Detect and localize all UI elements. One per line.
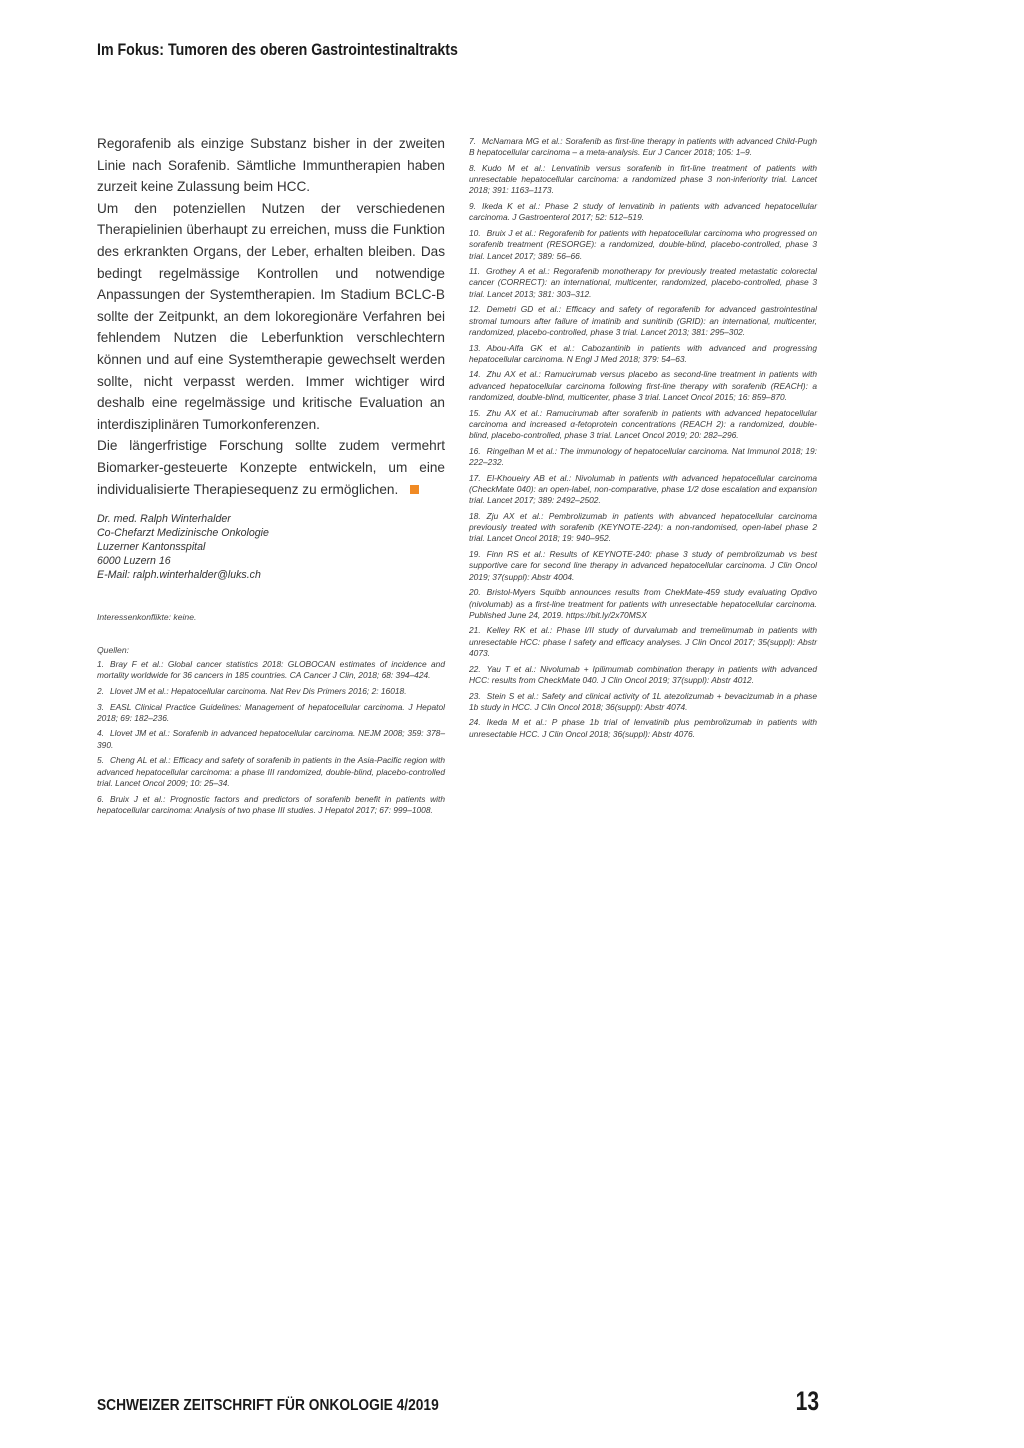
reference-item: 17. El-Khoueiry AB et al.: Nivolumab in patients with advanced hepatocellular carcinoma (CheckMate 040): an open-label, non-comparative, phase 1/2 dose escalation and expansion trial. Lancet 2017; 389: 2492–2502. xyxy=(469,472,817,506)
reference-item: 13. Abou-Alfa GK et al.: Cabozantinib in patients with advanced and progressing hepatocellular carcinoma. N Engl J Med 2018; 379: 54–63. xyxy=(469,342,817,364)
author-hospital: Luzerner Kantonsspital xyxy=(97,541,206,554)
reference-item: 4. Llovet JM et al.: Sorafenib in advanced hepatocellular carcinoma. NEJM 2008; 359: 378–390. xyxy=(97,728,445,750)
end-of-article-square-icon xyxy=(410,485,419,494)
body-paragraph-last xyxy=(97,435,445,500)
reference-item: 24. Ikeda M et al.: P phase 1b trial of lenvatinib plus pembrolizumab in patients with unresectable HCC. J Clin Oncol 2018; 36(suppl): Abstr 4076. xyxy=(469,717,817,739)
reference-item: 6. Bruix J et al.: Prognostic factors and predictors of sorafenib benefit in patients with hepatocellular carcinoma: Analysis of two phase III studies. J Hepatol 2017; 67: 999–1008. xyxy=(97,793,445,815)
conflict-of-interest: Interessenkonflikte: keine. xyxy=(97,612,197,623)
reference-list-right xyxy=(469,136,817,744)
reference-item: 22. Yau T et al.: Nivolumab + Ipilimumab combination therapy in patients with advanced HCC: results from CheckMate 040. J Clin Oncol 2019; 37(suppl): Abstr 4012. xyxy=(469,663,817,685)
body-paragraph: Regorafenib als einzige Substanz bisher in der zweiten Linie nach Sorafenib. Sämtliche Immuntherapien haben zurzeit keine Zulassung beim HCC. xyxy=(97,136,445,195)
body-paragraph: Um den potenziellen Nutzen der verschiedenen Therapielinien überhaupt zu erreichen, muss die Funktion des erkrankten Organs, der Leber, erhalten bleiben. Das bedingt regelmässige Kontrollen und notwendige Anpassungen der Systemtherapien. Im Stadium BCLC-B sollte der Zeitpunkt, an dem lokoregionäre Verfahren bei fehlendem Nutzen die Leberfunktion verschlechtern können und auf eine Systemtherapie gewechselt werden sollte, nicht verpasst werden. Immer wichtiger wird deshalb eine regelmässige und kritische Evaluation an interdisziplinären Tumorkonferenzen. xyxy=(97,200,445,432)
reference-item: 8. Kudo M et al.: Lenvatinib versus sorafenib in firt-line treatment of patients with unresectable hepatocellular carcinoma: a randomized phase 3 non-inferiority trial. Lancet 2018; 391: 1163–1173. xyxy=(469,162,817,196)
page-number: 13 xyxy=(795,1386,819,1416)
body-paragraph-text: Die längerfristige Forschung sollte zudem vermehrt Biomarker-gesteuerte Konzepte entwickeln, um eine individualisierte Therapiesequenz zu ermöglichen. xyxy=(97,438,445,497)
reference-item: 14. Zhu AX et al.: Ramucirumab versus placebo as second-line treatment in patients with advanced hepatocellular carcinoma following first-line therapy with sorafenib (REACH): a randomized, double-blind, multicenter, phase 3 trial. Lancet Oncol 2015; 16: 859–870. xyxy=(469,369,817,403)
author-name: Dr. med. Ralph Winterhalder xyxy=(97,513,231,526)
reference-item: 23. Stein S et al.: Safety and clinical activity of 1L atezolizumab + bevacizumab in a phase 1b study in HCC. J Clin Oncol 2018; 36(suppl): Abstr 4074. xyxy=(469,690,817,712)
author-position: Co-Chefarzt Medizinische Onkologie xyxy=(97,527,269,540)
reference-item: 2. Llovet JM et al.: Hepatocellular carcinoma. Nat Rev Dis Primers 2016; 2: 16018. xyxy=(97,685,407,696)
left-column xyxy=(97,133,445,820)
reference-item: 18. Zju AX et al.: Pembrolizumab in patients with abvanced hepatocellular carcinoma previously treated with sorafenib (KEYNOTE-224): a non-randomised, open-label phase 2 trial. Lancet Oncol 2018; 19: 940–952. xyxy=(469,510,817,544)
reference-item: 16. Ringelhan M et al.: The immunology of hepatocellular carcinoma. Nat Immunol 2018; 19: 222–232. xyxy=(469,445,817,468)
reference-item: 12. Demetri GD et al.: Efficacy and safety of regorafenib for advanced gastrointestinal stromal tumours after failure of imatinib and sunitinib (GRID): an international, multicenter, randomized, placebo-controlled, phase 3 trial. Lancet 2013; 381: 295–302. xyxy=(469,304,817,337)
reference-item: 10. Bruix J et al.: Regorafenib for patients with hepatocellular carcinoma who progressed on sorafenib treatment (RESORGE): a randomized, double-blind, placebo-controlled, phase 3 trial. Lancet 2017; 389: 56–66. xyxy=(469,227,817,261)
reference-list-left xyxy=(97,659,445,816)
author-city: 6000 Luzern 16 xyxy=(97,555,171,568)
author-block xyxy=(97,512,445,582)
reference-item: 19. Finn RS et al.: Results of KEYNOTE-240: phase 3 study of pembrolizumab vs best supportive care for second line therapy in advanced hepatocellular carcinoma. J Clin Oncol 2019; 37(suppl): Abstr 4004. xyxy=(469,549,817,582)
author-email[interactable]: E-Mail: ralph.winterhalder@luks.ch xyxy=(97,569,261,582)
reference-item: 9. Ikeda K et al.: Phase 2 study of lenvatinib in patients with advanced hepatocellular carcinoma. J Gastroenterol 2017; 52: 512–519. xyxy=(469,201,817,223)
journal-footer: SCHWEIZER ZEITSCHRIFT FÜR ONKOLOGIE 4/2019 xyxy=(97,1397,439,1414)
reference-item: 3. EASL Clinical Practice Guidelines: Management of hepatocellular carcinoma. J Hepatol 2018; 69: 182–236. xyxy=(97,701,445,723)
reference-item: 11. Grothey A et al.: Regorafenib monotherapy for previously treated metastatic colorectal cancer (CORRECT): an international, multicenter, randomized, placebo-controlled, phase 3 trial. Lancet 2013; 381: 303–312. xyxy=(469,266,817,299)
reference-item: 7. McNamara MG et al.: Sorafenib as first-line therapy in patients with advanced Child-Pugh B hepatocellular carcinoma – a meta-analysis. Eur J Cancer 2018; 105: 1–9. xyxy=(469,136,817,158)
reference-item: 21. Kelley RK et al.: Phase I/II study of durvalumab and tremelimumab in patients with unresectable HCC: phase I safety and efficacy analyses. J Clin Oncol 2017; 35(suppl): Abstr 4073. xyxy=(469,625,817,659)
running-header: Im Fokus: Tumoren des oberen Gastrointestinaltrakts xyxy=(97,41,458,59)
reference-item: 1. Bray F et al.: Global cancer statistics 2018: GLOBOCAN estimates of incidence and mortality worldwide for 36 cancers in 185 countries. CA Cancer J Clin, 2018; 68: 394–424. xyxy=(97,659,445,681)
reference-item: 20. Bristol-Myers Squibb announces results from ChekMate-459 study evaluating Opdivo (nivolumab) as a first-line treatment for patients with unresectable hepatocellular carcinoma. Published June 24, 2019. https://bit.ly/2x70MSX xyxy=(469,587,817,620)
sources-heading: Quellen: xyxy=(97,645,130,656)
reference-item: 5. Cheng AL et al.: Efficacy and safety of sorafenib in patients in the Asia-Pacific region with advanced hepatocellular carcinoma: a phase III randomized, double-blind, placebo-controlled trial. Lancet Oncol 2009; 10: 25–34. xyxy=(97,755,445,788)
reference-item: 15. Zhu AX et al.: Ramucirumab after sorafenib in patients with advanced hepatocellular carcinoma and increased α-fetoprotein concentrations (REACH 2): a randomized, double-blind, placebo-controlled, phase 3 trial. Lancet Oncol 2019; 20: 282–296. xyxy=(469,407,817,441)
